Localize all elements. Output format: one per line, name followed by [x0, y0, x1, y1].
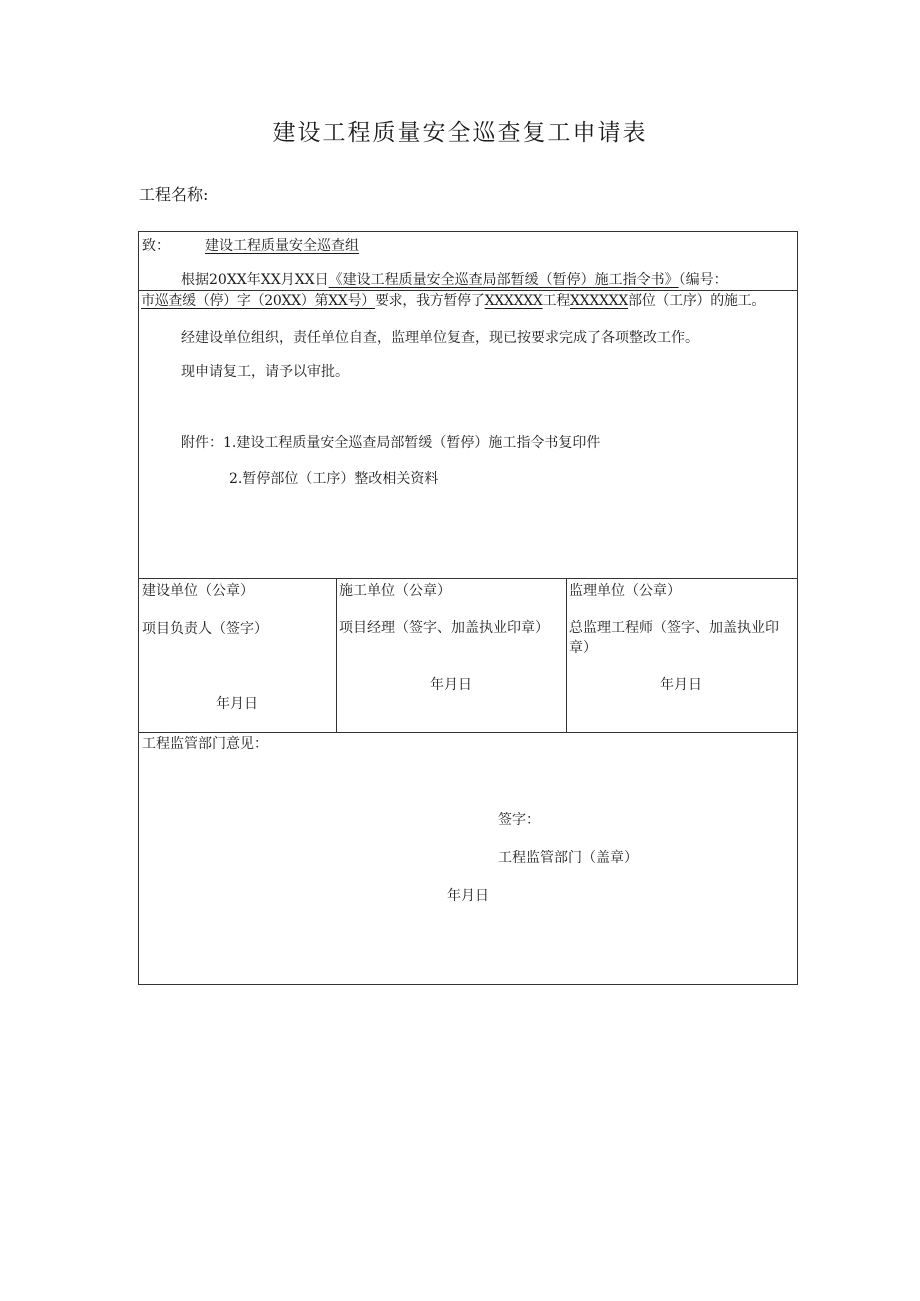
- attachment-1: 附件：1.建设工程质量安全巡查局部暂缓（暂停）施工指令书复印件: [181, 435, 601, 451]
- application-form: [138, 231, 798, 985]
- page-title: 建设工程质量安全巡查复工申请表: [272, 120, 648, 146]
- contractor-unit-seal: 施工单位（公章）: [339, 583, 451, 599]
- recipient: 建设工程质量安全巡查组: [205, 238, 359, 254]
- attachment-2: 2.暂停部位（工序）整改相关资料: [229, 471, 439, 487]
- divider: [336, 578, 337, 732]
- divider: [139, 732, 797, 733]
- body-line-2: 市巡查缓（停）字（20XX）第XX号）要求，我方暂停了XXXXXX工程XXXXXX部位（工序）的施工。: [141, 293, 766, 309]
- date-3: 年月日: [660, 677, 702, 693]
- divider: [138, 290, 798, 291]
- document-reference: 《建设工程质量安全巡查局部暂缓（暂停）施工指令书》: [328, 272, 679, 288]
- project-name-label: 工程名称:: [139, 185, 209, 204]
- part-placeholder: XXXXXX: [570, 293, 629, 309]
- supervision-opinion-label: 工程监管部门意见：: [142, 736, 268, 752]
- project-placeholder: XXXXXX: [484, 293, 543, 309]
- supervision-dept-seal: 工程监管部门（盖章）: [498, 850, 638, 866]
- project-manager-signature: 项目经理（签字、加盖执业印章）: [339, 620, 549, 636]
- to-label: 致：: [142, 238, 170, 254]
- project-leader-signature: 项目负责人（签字）: [142, 621, 268, 637]
- supervision-date: 年月日: [447, 888, 489, 904]
- chief-engineer-signature: 总监理工程师（签字、加盖执业印章）: [569, 620, 779, 656]
- construction-unit-seal: 建设单位（公章）: [142, 583, 254, 599]
- body-line-1: 根据20XX年XX月XX日《建设工程质量安全巡查局部暂缓（暂停）施工指令书》（编号：: [181, 272, 728, 288]
- body-paragraph-3: 现申请复工，请予以审批。: [181, 364, 349, 380]
- body-paragraph-2: 经建设单位组织，责任单位自查，监理单位复查，现已按要求完成了各项整改工作。: [181, 330, 699, 346]
- attachment-label: 附件：: [181, 435, 223, 451]
- divider: [566, 578, 567, 732]
- document-number: 市巡查缓（停）字（20XX）第XX号）: [141, 293, 375, 309]
- supervision-unit-seal: 监理单位（公章）: [569, 583, 681, 599]
- divider: [139, 578, 797, 579]
- date-2: 年月日: [430, 677, 472, 693]
- date-1: 年月日: [216, 696, 258, 712]
- sign-label: 签字：: [498, 812, 540, 828]
